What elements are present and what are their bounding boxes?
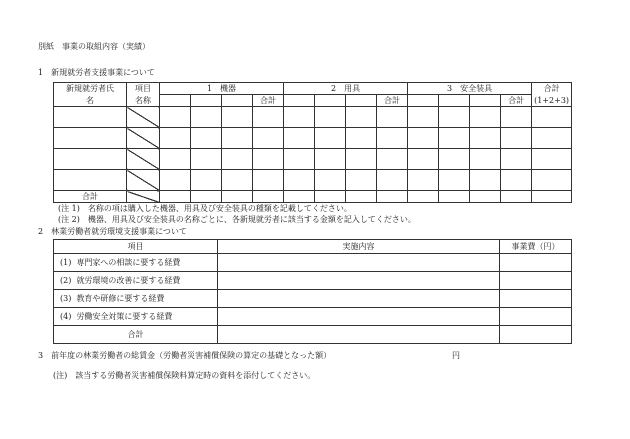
header-name-line2: 名 [54, 95, 127, 107]
table-row [54, 308, 572, 326]
section3-note: (注) 該当する労働者災害補償保険料算定時の資料を添付してください。 [53, 371, 316, 380]
header-item-line1: 項目 [127, 83, 160, 95]
section1-total-label: 合計 [54, 191, 127, 203]
section3-unit: 円 [452, 351, 460, 360]
header-name-line1: 新規就労者氏 [54, 83, 127, 95]
row-number: (4) [60, 312, 72, 321]
row-label: 就労環境の改善に要する経費 [76, 276, 181, 285]
row-number: (1) [60, 258, 72, 267]
table-row [54, 254, 572, 272]
table-row [54, 107, 572, 128]
header-group-safety-gear: 3 安全装具 [408, 83, 532, 95]
section1-note-1: (注 1) 名称の項は購入した機器、用具及び安全装具の種類を記載してください。 [58, 204, 352, 213]
header-item-line2: 名称 [127, 95, 160, 107]
row-label: 専門家への相談に要する経費 [76, 258, 181, 267]
row-label: 労働安全対策に要する経費 [76, 312, 173, 321]
row-number: (3) [60, 294, 72, 303]
section1-heading: 1 新規就労者支援事業について [38, 68, 155, 77]
table-row [54, 170, 572, 191]
section1-note-2: (注 2) 機器、用具及び安全装具の名称ごとに、各新規就労者に該当する金額を記入してください。 [58, 215, 416, 224]
header-subtotal-equipment: 合計 [253, 95, 284, 107]
header-group-tools: 2 用具 [284, 83, 408, 95]
table-row [54, 128, 572, 149]
table-total-row [54, 326, 572, 344]
row-label: 教育や研修に要する経費 [76, 294, 165, 303]
header-subtotal-tools: 合計 [377, 95, 408, 107]
table-total-row [54, 191, 572, 203]
section2-table [53, 239, 572, 344]
section1-table [53, 82, 572, 203]
header-total-line2: (1+2+3) [532, 95, 572, 107]
header-item: 項目 [54, 240, 218, 254]
row-number: (2) [60, 276, 72, 285]
table-row [54, 149, 572, 170]
section2-heading: 2 林業労働者就労環境支援事業について [38, 227, 187, 236]
header-content: 実施内容 [218, 240, 500, 254]
header-group-equipment: 1 機器 [160, 83, 284, 95]
header-total-line1: 合計 [532, 83, 572, 95]
header-subtotal-safety-gear: 合計 [501, 95, 532, 107]
document-title: 別紙 事業の取組内容（実績） [38, 42, 150, 51]
table-row [54, 272, 572, 290]
table-row [54, 290, 572, 308]
section2-total-label: 合計 [54, 326, 218, 344]
header-cost: 事業費（円） [500, 240, 572, 254]
section3-heading: 3 前年度の林業労働者の総賃金（労働者災害補償保険の算定の基礎となった額） [38, 351, 332, 360]
